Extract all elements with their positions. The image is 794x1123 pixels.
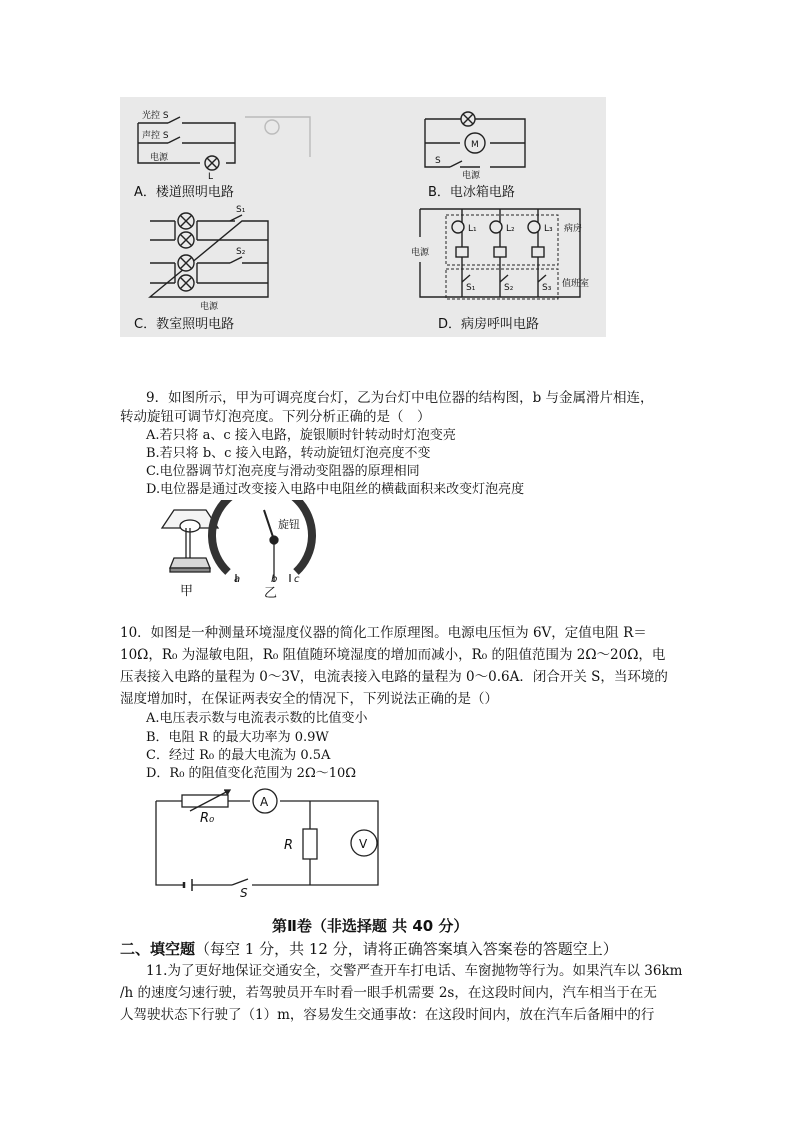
q9-option-b: B.若只将 b、c 接入电路，转动旋钮灯泡亮度不变 [146, 446, 431, 461]
q8d-duty-label: 值班室 [562, 279, 590, 289]
q9-knob-label: 旋钮 [278, 518, 300, 531]
q8d-l1-label: L₁ [468, 224, 477, 234]
q8-caption-a: A．楼道照明电路 [134, 185, 234, 200]
q8d-s2-label: S₂ [504, 283, 514, 293]
q8b-motor-label: M [471, 140, 479, 150]
q8d-power-label: 电源 [411, 248, 430, 258]
q8d-l2-label: L₂ [506, 224, 515, 234]
q8a-light-label: 光控 S [142, 111, 169, 121]
q8-caption-c: C．教室照明电路 [134, 317, 235, 332]
part2-section-heading [120, 938, 618, 959]
q8-circuit-diagrams [120, 97, 606, 337]
q10-r0-label: R₀ [200, 811, 215, 826]
q9-b-label: b [271, 574, 278, 585]
q10-stem-line4: 湿度增加时，在保证两表安全的情况下，下列说法正确的是（） [120, 691, 498, 707]
q9-option-a: A.若只将 a、c 接入电路，旋银顺时针转动时灯泡变亮 [146, 428, 456, 443]
part2-heading-label: 二、填空题 [120, 940, 196, 958]
q8c-s2-label: S₂ [236, 247, 246, 257]
q11-line2: /h 的速度匀速行驶，若驾驶员开车时看一眼手机需要 2s，在这段时间内，汽车相当于在无 [120, 985, 657, 1001]
q10-switch-label: S [240, 886, 248, 899]
q8d-s1-label: S₁ [466, 283, 476, 293]
q10-humidity-circuit-diagram [150, 787, 386, 899]
q11-line1: 11.为了更好地保证交通安全，交警严查开车打电话、车窗抛物等行为。如果汽车以 36km [146, 963, 683, 979]
q8a-sound-label: 声控 S [142, 131, 169, 141]
q10-circuit-figure [150, 787, 386, 899]
q10-option-d: D．R₀ 的阻值变化范围为 2Ω～10Ω [146, 766, 357, 781]
q9-jia-label: 甲 [180, 584, 194, 599]
q10-r-label: R [284, 838, 294, 853]
q9-stem-line1: 9．如图所示，甲为可调亮度台灯，乙为台灯中电位器的结构图，b 与金属滑片相连， [146, 390, 654, 406]
q10-stem-line3: 压表接入电路的量程为 0～3V，电流表接入电路的量程为 0～0.6A．闭合开关 S，当环境的 [120, 669, 668, 685]
q8-circuit-options-figure [120, 97, 606, 337]
q9-c-label: c [294, 574, 300, 585]
q8a-power-label: 电源 [150, 153, 169, 163]
q8c-s1-label: S₁ [236, 205, 246, 215]
q10-stem-line2: 10Ω，R₀ 为湿敏电阻，R₀ 阻值随环境湿度的增加而减小，R₀ 的阻值范围为 2Ω～20Ω，电 [120, 647, 666, 663]
q8d-l3-label: L₃ [544, 224, 553, 234]
q9-lamp-potentiometer-diagram [150, 500, 330, 600]
q10-voltmeter-label: V [359, 837, 368, 851]
q8-caption-b: B．电冰箱电路 [428, 185, 515, 200]
q10-option-a: A.电压表示数与电流表示数的比值变小 [146, 711, 368, 726]
q9-option-c: C.电位器调节灯泡亮度与滑动变阻器的原理相同 [146, 464, 420, 479]
q10-option-b: B．电阻 R 的最大功率为 0.9W [146, 730, 329, 745]
q8d-ward-label: 病房 [564, 224, 583, 234]
q8-caption-d: D．病房呼叫电路 [438, 317, 540, 332]
q9-a-label: a [234, 574, 241, 585]
q10-ammeter-label: A [260, 795, 269, 809]
q9-figure [150, 500, 330, 600]
q8b-switch-label: S [435, 156, 441, 166]
q10-option-c: C．经过 R₀ 的最大电流为 0.5A [146, 748, 331, 763]
q9-yi-label: 乙 [264, 586, 278, 600]
q8b-power-label: 电源 [462, 171, 481, 181]
q8a-lamp-label: L [208, 172, 214, 182]
part2-heading-note: （每空 1 分，共 12 分，请将正确答案填入答案卷的答题空上） [195, 940, 618, 958]
q9-option-d: D.电位器是通过改变接入电路中电阻丝的横截面积来改变灯泡亮度 [146, 482, 525, 497]
q10-stem-line1: 10．如图是一种测量环境湿度仪器的简化工作原理图。电源电压恒为 6V，定值电阻 R＝ [120, 625, 647, 641]
q8d-s3-label: S₃ [542, 283, 552, 293]
q8c-power-label: 电源 [200, 302, 219, 312]
part2-title: 第Ⅱ卷（非选择题 共 40 分） [272, 917, 469, 935]
q11-line3: 人驾驶状态下行驶了（1）m，容易发生交通事故：在这段时间内，放在汽车后备厢中的行 [120, 1007, 655, 1023]
q9-stem-line2: 转动旋钮可调节灯泡亮度。下列分析正确的是（ ） [120, 409, 431, 425]
